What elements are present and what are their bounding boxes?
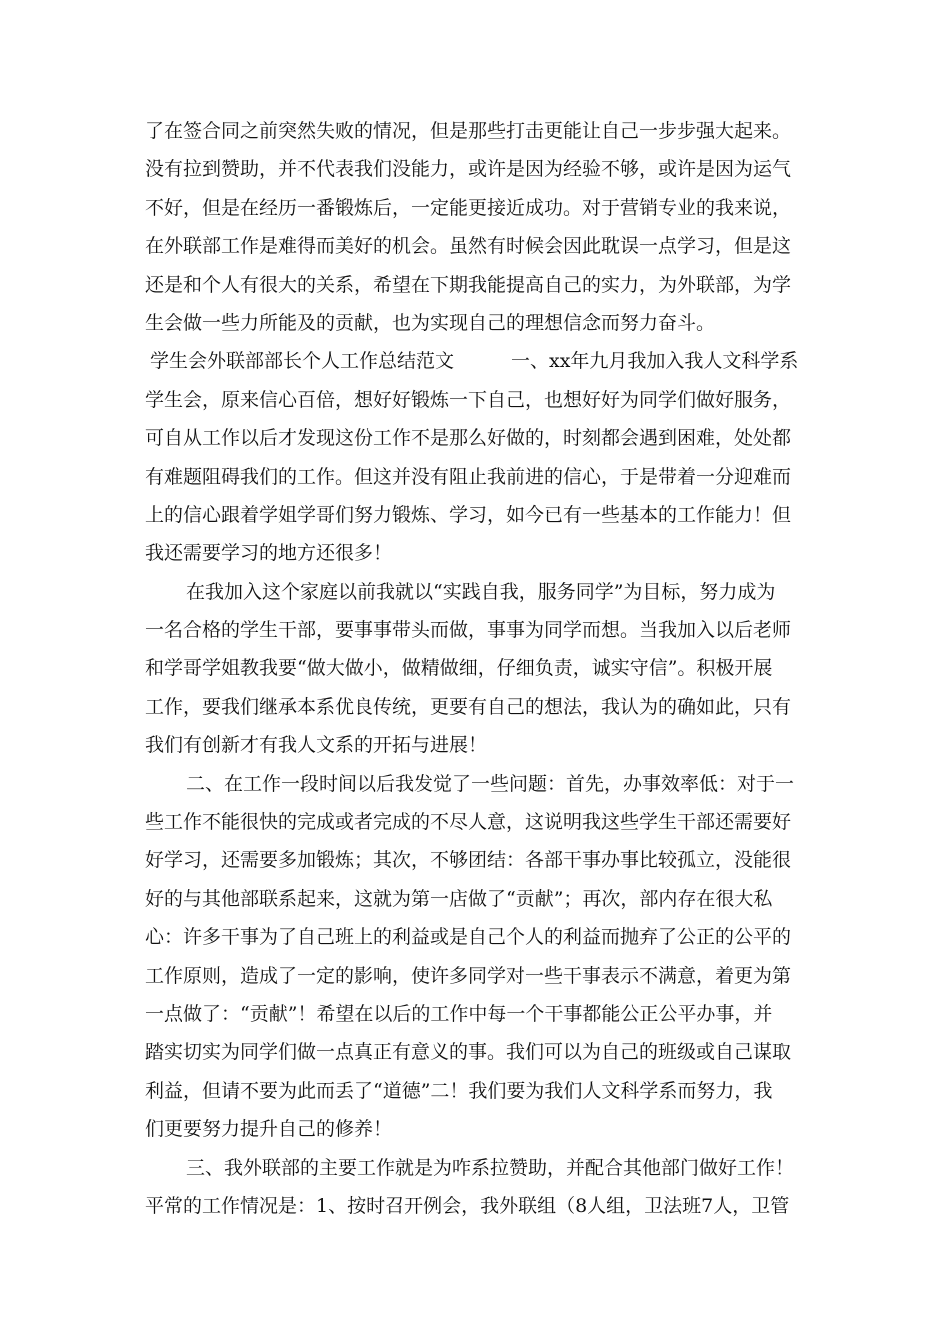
paragraph-first-line: 二、在工作一段时间以后我发觉了一些问题：首先，办事效率低：对于一: [186, 772, 795, 795]
text-line: 生会做一些力所能及的贡献，也为实现自己的理想信念而努力奋斗。: [145, 311, 716, 334]
paragraph-first-line: 三、我外联部的主要工作就是为咋系拉赞助，并配合其他部门做好工作！: [186, 1156, 795, 1179]
text-line: 还是和个人有很大的关系，希望在下期我能提高自己的实力，为外联部，为学: [145, 273, 792, 296]
text-line: 些工作不能很快的完成或者完成的不尽人意，这说明我这些学生干部还需要好: [145, 811, 792, 834]
text-line: 上的信心跟着学姐学哥们努力锻炼、学习，如今已有一些基本的工作能力！但: [145, 503, 792, 526]
document-body: [145, 112, 805, 1225]
text-line: 没有拉到赞助，并不代表我们没能力，或许是因为经验不够，或许是因为运气: [145, 158, 792, 181]
text-line: 一点做了：“贡献”！希望在以后的工作中每一个干事都能公正公平办事，并: [145, 1002, 773, 1025]
text-line: 可自从工作以后才发现这份工作不是那么好做的，时刻都会遇到困难，处处都: [145, 427, 792, 450]
text-line: 学生会，原来信心百倍，想好好锻炼一下自己，也想好好为同学们做好服务，: [145, 388, 792, 411]
text-line: 我还需要学习的地方还很多！: [145, 542, 393, 565]
text-line: 一名合格的学生干部，要事事带头而做，事事为同学而想。当我加入以后老师: [145, 619, 792, 642]
text-line: 踏实切实为同学们做一点真正有意义的事。我们可以为自己的班级或自己谋取: [145, 1041, 792, 1064]
section-title-line: 学生会外联部部长个人工作总结范文 一、xx年九月我加入我人文科学系: [150, 350, 799, 373]
text-line: 了在签合同之前突然失败的情况，但是那些打击更能让自己一步步强大起来。: [145, 120, 792, 142]
text-line: 们更要努力提升自己的修养！: [145, 1118, 393, 1141]
text-line: 好学习，还需要多加锻炼；其次，不够团结：各部干事办事比较孤立，没能很: [145, 849, 792, 872]
text-line: 和学哥学姐教我要“做大做小，做精做细，仔细负责，诚实守信”。积极开展: [145, 657, 773, 680]
text-line: 不好，但是在经历一番锻炼后，一定能更接近成功。对于营销专业的我来说，: [145, 196, 792, 219]
text-line: 平常的工作情况是：1、按时召开例会，我外联组（8人组，卫法班7人，卫管: [145, 1194, 790, 1217]
text-line: 利益，但请不要为此而丢了“道德”二！我们要为我们人文科学系而努力，我: [145, 1079, 773, 1102]
paragraph-first-line: 在我加入这个家庭以前我就以“实践自我，服务同学”为目标，努力成为: [186, 580, 776, 603]
text-line: 有难题阻碍我们的工作。但这并没有阻止我前进的信心，于是带着一分迎难而: [145, 465, 792, 488]
text-line: 工作原则，造成了一定的影响，使许多同学对一些干事表示不满意，着更为第: [145, 964, 792, 987]
text-line: 我们有创新才有我人文系的开拓与进展！: [145, 734, 488, 757]
text-line: 心：许多干事为了自己班上的利益或是自己个人的利益而抛弃了公正的公平的: [145, 926, 792, 949]
text-line: 好的与其他部联系起来，这就为第一店做了“贡献”；再次，部内存在很大私: [145, 887, 773, 910]
text-line: 工作，要我们继承本系优良传统，更要有自己的想法，我认为的确如此，只有: [145, 695, 792, 718]
text-line: 在外联部工作是难得而美好的机会。虽然有时候会因此耽误一点学习，但是这: [145, 235, 792, 258]
